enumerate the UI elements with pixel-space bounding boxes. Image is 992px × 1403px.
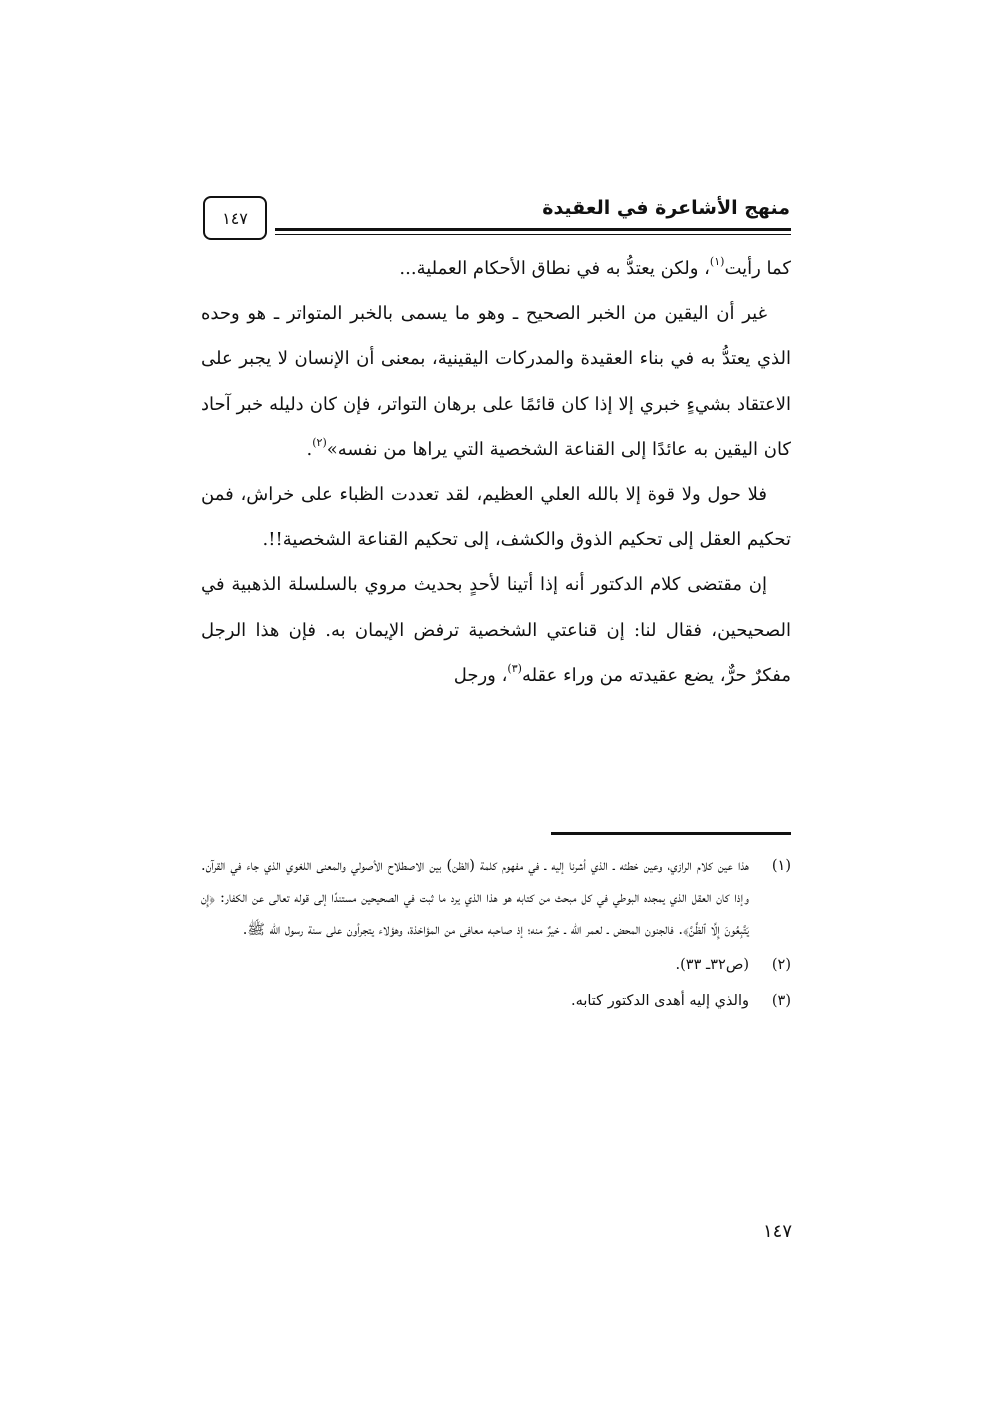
footnote-ref-2: (٢): [312, 435, 327, 449]
body-text: [201, 246, 791, 698]
footnote-text: والذي إليه أهدى الدكتور كتابه.: [570, 993, 749, 1010]
paragraph-3: فلا حول ولا قوة إلا بالله العلي العظيم، لقد تعددت الظباء على خراش، فمن تحكيم العقل إلى تحكيم الذوق والكشف، إلى تحكيم القناعة الشخصية!!.: [201, 484, 791, 551]
footnote-text: هذا عين كلام الرازي، وعين خطئه ـ الذي أشرنا إليه ـ في مفهوم كلمة (الظن) بين الاصطلاح الأصولي والمعنى اللغوي الذي جاء في القرآن. وإذا كان العقل الذي يمجده البوطي في كل مبحث من كتابه هو هذا الذي يرد ما ثبت في الصحيحين مستندًا إلى قوله تعالى عن الكفار: ﴿إِن يَتَّبِعُونَ إِلَّا ٱلظَّنَّ﴾. فالجنون المحض ـ لعمر الله ـ خيرٌ منه؛ إذ صاحبه معافى من المؤاخذة، وهؤلاء يتجرأون على سنة رسول الله ﷺ.: [201, 858, 749, 938]
footnote-ref-1: (١): [709, 255, 725, 268]
footnote-number: (٣): [771, 993, 791, 1010]
header-page-number: ١٤٧: [203, 196, 267, 240]
footnote-separator: [551, 832, 791, 835]
paragraph-4: إن مقتضى كلام الدكتور أنه إذا أتينا لأحدٍ بحديث مروي بالسلسلة الذهبية في الصحيحين، فقال لنا: إن قناعتي الشخصية ترفض الإيمان به. فإن هذا الرجل مفكرٌ حرٌّ، يضع عقيدته من وراء عقله$^{(٣)}$، ورجل: [201, 574, 791, 686]
footnote-3: [201, 986, 791, 1018]
footer-page-number: ١٤٧: [762, 1221, 792, 1242]
footnote-number: (١): [771, 858, 791, 874]
paragraph-1: كما رأيت$^{(١)}$، ولكن يعتدُّ به في نطاق الأحكام العملية...: [399, 255, 791, 279]
footnote-number: (٢): [771, 957, 791, 974]
footnotes: [201, 851, 791, 1022]
paragraph-2: غير أن اليقين من الخبر الصحيح ـ وهو ما يسمى بالخبر المتواتر ـ هو وحده الذي يعتدُّ به في بناء العقيدة والمدركات اليقينية، بمعنى أن الإنسان لا يجبر على الاعتقاد بشيءٍ خبري إلا إذا كان قائمًا على برهان التواتر، فإن كان دليله خبر آحاد كان اليقين به عائدًا إلى القناعة الشخصية التي يراها من نفسه»$^{(٢)}$.: [201, 303, 791, 460]
footnote-1: [201, 851, 791, 946]
header-rule-thin: [275, 234, 791, 235]
running-title: منهج الأشاعرة في العقيدة: [542, 197, 790, 219]
header-rule-thick: [275, 228, 791, 231]
footnote-2: [201, 950, 791, 982]
footnote-text: (ص٣٢ـ ٣٣).: [675, 957, 749, 974]
footnote-ref-3: (٣): [507, 661, 522, 675]
